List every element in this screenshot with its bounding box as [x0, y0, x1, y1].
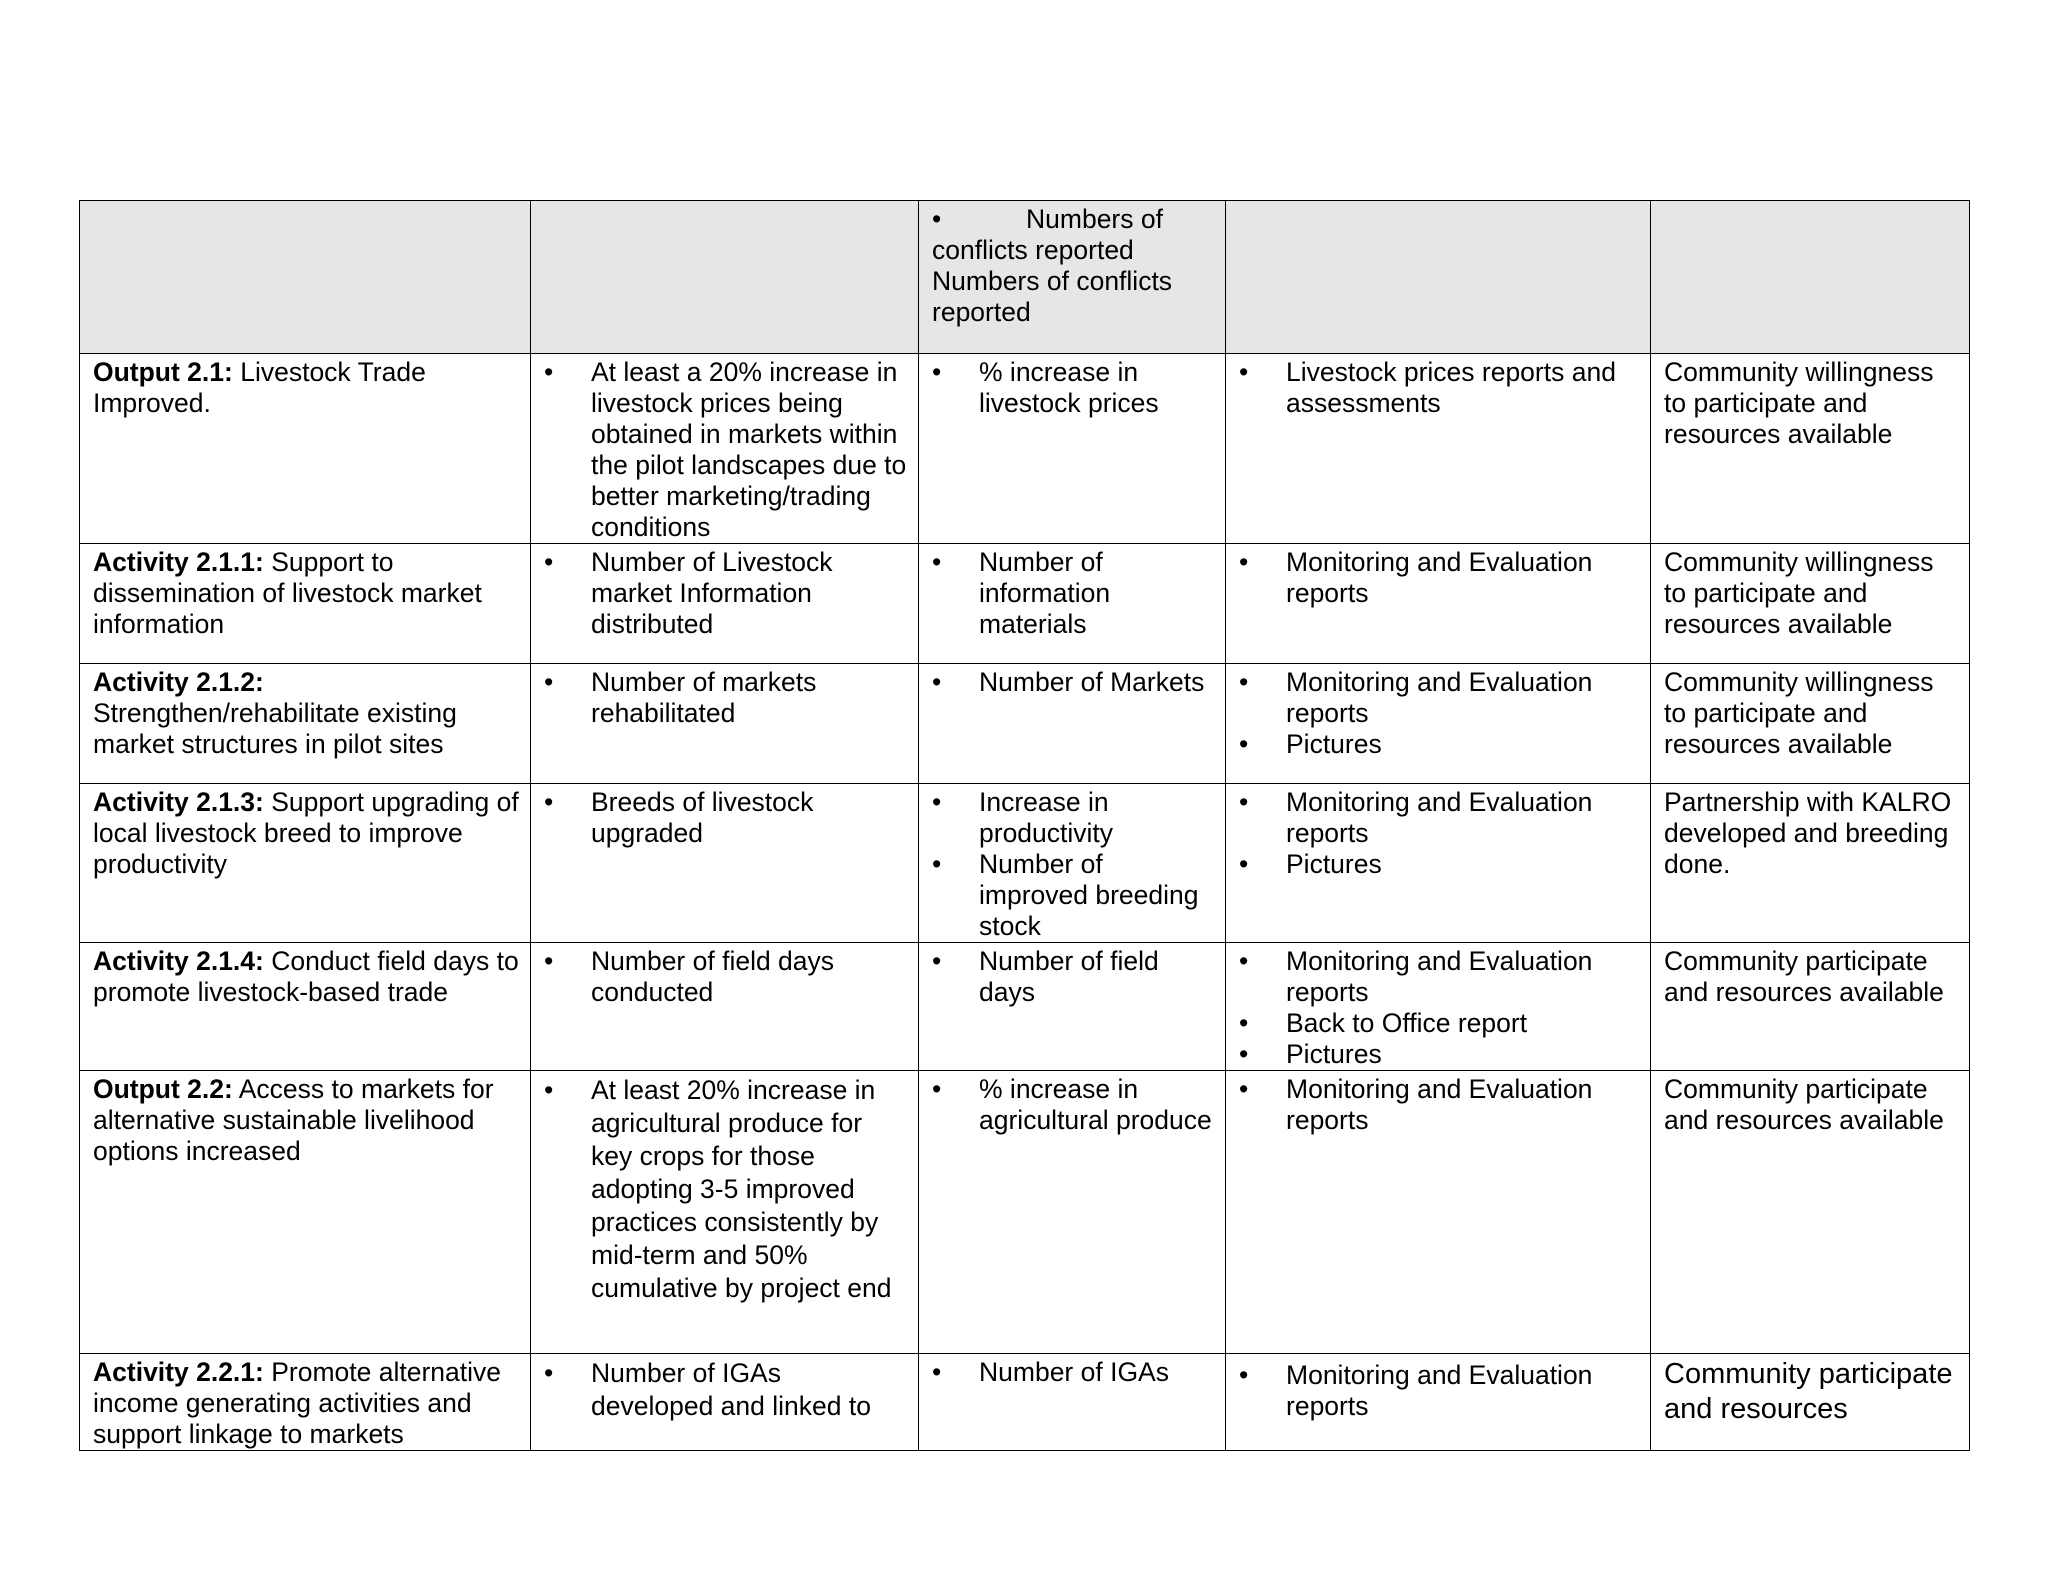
verification-cell — [1226, 544, 1651, 664]
bullet-icon: • — [544, 357, 554, 387]
list-item: • Number of field days conducted — [544, 946, 835, 1007]
label-text: Support to dissemination of livestock market information — [93, 547, 482, 639]
label-cell — [80, 1354, 531, 1451]
table-row — [80, 1071, 1970, 1354]
label-bold: Activity 2.1.3: — [93, 787, 264, 817]
assumption-cell: Partnership with KALRO developed and breeding done. — [1651, 784, 1970, 943]
label-text: Livestock Trade Improved. — [93, 357, 426, 418]
bullet-icon: • — [544, 547, 554, 577]
indicator-cell — [531, 784, 919, 943]
bullet-icon: • — [932, 204, 942, 234]
table-row — [80, 544, 1970, 664]
bullet-icon: • — [1239, 1008, 1249, 1038]
list-item: • At least 20% increase in agricultural produce for key crops for those adopting 3-5 improved practices consistently by mid-term and 50% cumulative by project end — [544, 1075, 892, 1303]
bullet-icon: • — [1239, 849, 1249, 879]
bullet-icon: • — [1239, 1360, 1249, 1390]
verification-cell — [1226, 784, 1651, 943]
measure-cell — [919, 664, 1226, 784]
label-text: Strengthen/rehabilitate existing market structures in pilot sites — [93, 698, 457, 759]
list-item: • At least a 20% increase in livestock prices being obtained in markets within the pilot landscapes due to better marketing/trading conditions — [544, 357, 907, 542]
indicator-cell — [531, 354, 919, 544]
list-item: • Pictures — [1239, 1039, 1382, 1069]
list-item: • Monitoring and Evaluation reports — [1239, 787, 1593, 848]
header-text-a: Numbers of conflicts reported — [932, 204, 1163, 265]
label-text: Access to markets for alternative sustainable livelihood options increased — [93, 1074, 494, 1166]
label-bold: Activity 2.1.2: — [93, 667, 264, 697]
bullet-icon: • — [1239, 1039, 1249, 1069]
list-item: • Monitoring and Evaluation reports — [1239, 667, 1593, 728]
list-item: • Back to Office report — [1239, 1008, 1528, 1038]
header-cell-1 — [80, 201, 531, 354]
measure-cell — [919, 354, 1226, 544]
bullet-icon: • — [544, 1358, 554, 1388]
bullet-icon: • — [932, 1357, 942, 1387]
verification-cell — [1226, 1354, 1651, 1451]
header-cell-2 — [531, 201, 919, 354]
bullet-icon: • — [1239, 667, 1249, 697]
label-bold: Output 2.2: — [93, 1074, 233, 1104]
label-cell — [80, 664, 531, 784]
label-bold: Activity 2.2.1: — [93, 1357, 264, 1387]
indicator-cell — [531, 1071, 919, 1354]
table-row — [80, 784, 1970, 943]
label-text: Conduct field days to promote livestock-based trade — [93, 946, 519, 1007]
verification-cell — [1226, 943, 1651, 1071]
header-cell-3 — [919, 201, 1226, 354]
measure-cell — [919, 943, 1226, 1071]
assumption-cell: Community participate and resources available — [1651, 1071, 1970, 1354]
label-text: Support upgrading of local livestock breed to improve productivity — [93, 787, 519, 879]
list-item: • Number of information materials — [932, 547, 1111, 639]
assumption-cell: Community willingness to participate and resources available — [1651, 354, 1970, 544]
table-row — [80, 943, 1970, 1071]
header-cell-4 — [1226, 201, 1651, 354]
table-row — [80, 354, 1970, 544]
bullet-icon: • — [1239, 729, 1249, 759]
bullet-icon: • — [932, 787, 942, 817]
header-text-b: Numbers of conflicts reported — [932, 266, 1173, 327]
label-cell — [80, 1071, 531, 1354]
indicator-cell — [531, 664, 919, 784]
indicator-cell — [531, 943, 919, 1071]
measure-cell — [919, 784, 1226, 943]
bullet-icon: • — [932, 849, 942, 879]
assumption-cell: Community willingness to participate and resources available — [1651, 664, 1970, 784]
assumption-cell: Community participate and resources — [1651, 1354, 1970, 1451]
list-item: • Pictures — [1239, 729, 1382, 759]
list-item: • Number of Livestock market Information distributed — [544, 547, 833, 639]
table-header-row — [80, 201, 1970, 354]
label-cell — [80, 354, 531, 544]
list-item: • % increase in livestock prices — [932, 357, 1159, 418]
list-item: • % increase in agricultural produce — [932, 1074, 1212, 1135]
bullet-icon: • — [544, 946, 554, 976]
measure-cell — [919, 1354, 1226, 1451]
table-row — [80, 1354, 1970, 1451]
indicator-cell — [531, 1354, 919, 1451]
list-item: • Livestock prices reports and assessments — [1239, 357, 1616, 418]
measure-cell — [919, 544, 1226, 664]
verification-cell — [1226, 354, 1651, 544]
bullet-icon: • — [932, 667, 942, 697]
label-bold: Activity 2.1.4: — [93, 946, 264, 976]
assumption-cell: Community participate and resources available — [1651, 943, 1970, 1071]
bullet-icon: • — [544, 1075, 554, 1105]
bullet-icon: • — [1239, 946, 1249, 976]
table-row — [80, 664, 1970, 784]
header-cell-5 — [1651, 201, 1970, 354]
bullet-icon: • — [932, 547, 942, 577]
logframe-table — [79, 200, 1970, 1451]
verification-cell — [1226, 664, 1651, 784]
list-item: • Number of improved breeding stock — [932, 849, 1199, 941]
list-item: • Number of IGAs developed and linked to — [544, 1358, 871, 1421]
label-bold: Output 2.1: — [93, 357, 233, 387]
list-item: • Breeds of livestock upgraded — [544, 787, 814, 848]
list-item: • Number of markets rehabilitated — [544, 667, 817, 728]
label-cell — [80, 943, 531, 1071]
measure-cell — [919, 1071, 1226, 1354]
label-bold: Activity 2.1.1: — [93, 547, 264, 577]
list-item: • Pictures — [1239, 849, 1382, 879]
assumption-cell: Community willingness to participate and resources available — [1651, 544, 1970, 664]
list-item: • Monitoring and Evaluation reports — [1239, 1360, 1593, 1421]
list-item: • Monitoring and Evaluation reports — [1239, 547, 1593, 608]
bullet-icon: • — [1239, 547, 1249, 577]
bullet-icon: • — [544, 787, 554, 817]
list-item: • Monitoring and Evaluation reports — [1239, 1074, 1593, 1135]
label-cell — [80, 544, 531, 664]
list-item: • Number of IGAs — [932, 1357, 1169, 1387]
list-item: • Monitoring and Evaluation reports — [1239, 946, 1593, 1007]
list-item: • Number of Markets — [932, 667, 1205, 697]
bullet-icon: • — [544, 667, 554, 697]
label-cell — [80, 784, 531, 943]
bullet-icon: • — [1239, 787, 1249, 817]
verification-cell — [1226, 1071, 1651, 1354]
indicator-cell — [531, 544, 919, 664]
label-text: Promote alternative income generating activities and support linkage to markets — [93, 1357, 502, 1449]
bullet-icon: • — [1239, 1074, 1249, 1104]
list-item: • Increase in productivity — [932, 787, 1114, 848]
bullet-icon: • — [1239, 357, 1249, 387]
list-item: • Number of field days — [932, 946, 1159, 1007]
bullet-icon: • — [932, 946, 942, 976]
bullet-icon: • — [932, 357, 942, 387]
bullet-icon: • — [932, 1074, 942, 1104]
